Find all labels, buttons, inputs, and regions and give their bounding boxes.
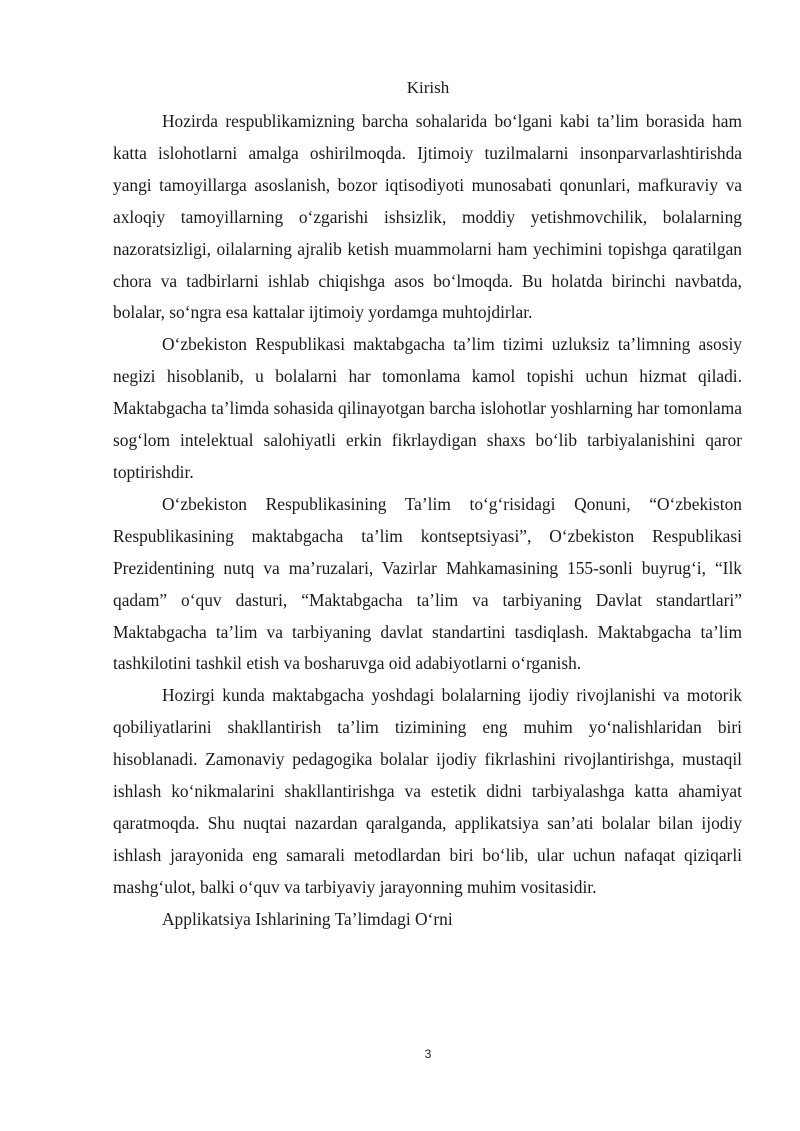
paragraph: Hozirgi kunda maktabgacha yoshdagi bolalarning ijodiy rivojlanishi va motorik qobiliyatlarini shakllantirish ta’lim tizimining eng muhim yo‘nalishlaridan biri hisoblanadi. Zamonaviy pedagogika bolalar ijodiy fikrlashini rivojlantirishga, mustaqil ishlash ko‘nikmalarini shakllantirishga va estetik didni tarbiyalashga katta ahamiyat qaratmoqda. Shu nuqtai nazardan qaralganda, applikatsiya san’ati bolalar bilan ijodiy ishlash jarayonida eng samarali metodlardan biri bo‘lib, ular uchun nafaqat qiziqarli mashg‘ulot, balki o‘quv va tarbiyaviy jarayonning muhim vositasidir. [113, 685, 742, 897]
section-heading: Kirish [406, 78, 450, 97]
subsection-heading: Applikatsiya Ishlarining Ta’limdagi O‘rni [162, 908, 453, 929]
paragraph: O‘zbekiston Respublikasining Ta’lim to‘g‘risidagi Qonuni, “O‘zbekiston Respublikasining maktabgacha ta’lim kontseptsiyasi”, O‘zbekiston Respublikasi Prezidentining nutq va ma’ruzalari, Vazirlar Mahkamasining 155-sonli buyrug‘i, “Ilk qadam” o‘quv dasturi, “Maktabgacha ta’lim va tarbiyaning Davlat standartlari” Maktabgacha ta’lim va tarbiyaning davlat standartini tasdiqlash. Maktabgacha ta’lim tashkilotini tashkil etish va bosharuvga oid adabiyotlarni o‘rganish. [113, 493, 742, 674]
paragraph: Hozirda respublikamizning barcha sohalarida bo‘lgani kabi ta’lim borasida ham katta islohotlarni amalga oshirilmoqda. Ijtimoiy tuzilmalarni insonparvarlashtirishda yangi tamoyillarga asoslanish, bozor iqtisodiyoti munosabati qonunlari, mafkuraviy va axloqiy tamoyillarning o‘zgarishi ishsizlik, moddiy yetishmovchilik, bolalarning nazoratsizligi, oilalarning ajralib ketish muammolarni ham yechimini topishga qaratilgan chora va tadbirlarni ishlab chiqishga asos bo‘lmoqda. Bu holatda birinchi navbatda, bolalar, so‘ngra esa kattalar ijtimoiy yordamga muhtojdirlar. [113, 111, 742, 323]
body-text [113, 106, 742, 936]
page-number: 3 [424, 1047, 432, 1061]
paragraph: O‘zbekiston Respublikasi maktabgacha ta’lim tizimi uzluksiz ta’limning asosiy negizi hisoblanib, u bolalarni har tomonlama kamol topishi uchun hizmat qiladi. Maktabgacha ta’limda sohasida qilinayotgan barcha islohotlar yoshlarning har tomonlama sog‘lom intelektual salohiyatli erkin fikrlaydigan shaxs bo‘lib tarbiyalanishini qaror toptirishdir. [113, 334, 742, 482]
